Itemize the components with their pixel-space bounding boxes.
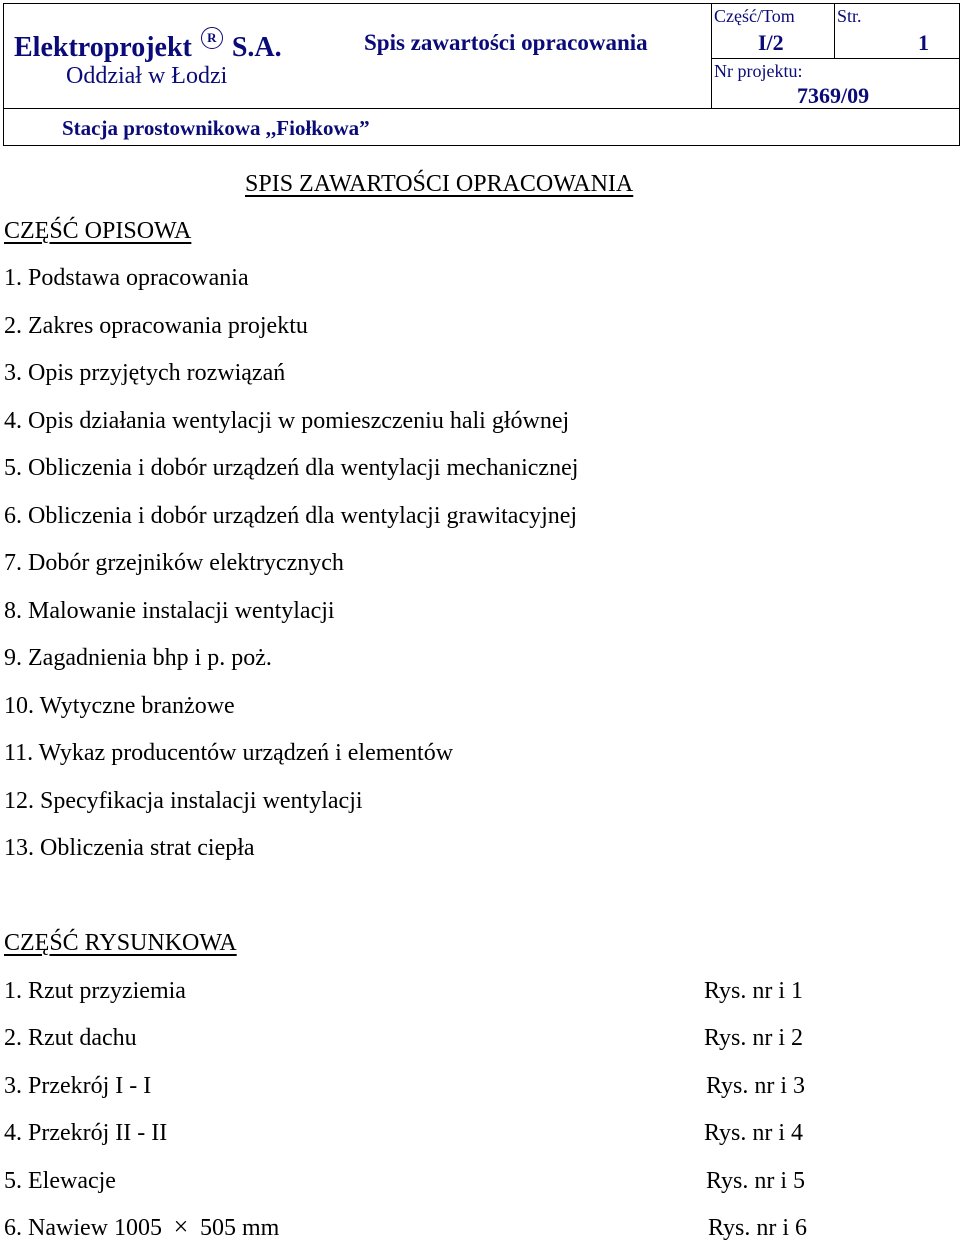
descriptive-heading: CZĘŚĆ OPISOWA — [4, 218, 192, 244]
list-item: 11. Wykaz producentów urządzeń i elementów — [4, 740, 454, 766]
list-item: 7. Dobór grzejników elektrycznych — [4, 550, 344, 576]
part-value: I/2 — [758, 30, 784, 55]
drawing-item: 5. Elewacje — [4, 1168, 116, 1194]
drawing-ref: Rys. nr i 3 — [706, 1073, 806, 1099]
list-item: 4. Opis działania wentylacji w pomieszczeniu hali głównej — [4, 408, 570, 434]
drawing-item: 2. Rzut dachu — [4, 1025, 137, 1051]
list-item: 6. Obliczenia i dobór urządzeń dla wentylacji grawitacyjnej — [4, 503, 578, 529]
drawing-ref: Rys. nr i 6 — [708, 1215, 808, 1241]
list-item: 10. Wytyczne branżowe — [4, 693, 235, 719]
drawing-ref: Rys. nr i 1 — [704, 978, 804, 1004]
page-value: 1 — [918, 30, 929, 55]
drawing-item: 1. Rzut przyziemia — [4, 978, 186, 1004]
list-item: 8. Malowanie instalacji wentylacji — [4, 598, 335, 624]
company-name: Elektroprojekt R S.A. — [14, 27, 282, 63]
drawing-heading: CZĘŚĆ RYSUNKOWA — [4, 930, 237, 956]
part-label: Część/Tom — [714, 6, 795, 26]
page-label: Str. — [837, 6, 862, 26]
doc-title: Spis zawartości opracowania — [364, 30, 648, 55]
station-name: Stacja prostownikowa ,,Fiołkowa” — [62, 116, 370, 140]
list-item: 9. Zagadnienia bhp i p. poż. — [4, 645, 272, 671]
project-value: 7369/09 — [797, 83, 870, 108]
list-item: 12. Specyfikacja instalacji wentylacji — [4, 788, 363, 814]
page-title: SPIS ZAWARTOŚCI OPRACOWANIA — [245, 171, 634, 197]
drawing-item: 3. Przekrój I - I — [4, 1073, 152, 1099]
registered-mark-icon: R — [201, 27, 223, 49]
list-item: 5. Obliczenia i dobór urządzeń dla wentylacji mechanicznej — [4, 455, 579, 481]
multiply-icon: × — [173, 1212, 189, 1241]
list-item: 1. Podstawa opracowania — [4, 265, 249, 291]
list-item: 3. Opis przyjętych rozwiązań — [4, 360, 286, 386]
drawing-ref: Rys. nr i 2 — [704, 1025, 804, 1051]
branch-name: Oddział w Łodzi — [66, 63, 228, 89]
project-label: Nr projektu: — [714, 61, 803, 81]
drawing-item: 6. Nawiew 1005 × 505 mm — [4, 1212, 280, 1241]
drawing-ref: Rys. nr i 5 — [706, 1168, 806, 1194]
list-item: 2. Zakres opracowania projektu — [4, 313, 308, 339]
drawing-ref: Rys. nr i 4 — [704, 1120, 804, 1146]
list-item: 13. Obliczenia strat ciepła — [4, 835, 255, 861]
drawing-item: 4. Przekrój II - II — [4, 1120, 168, 1146]
